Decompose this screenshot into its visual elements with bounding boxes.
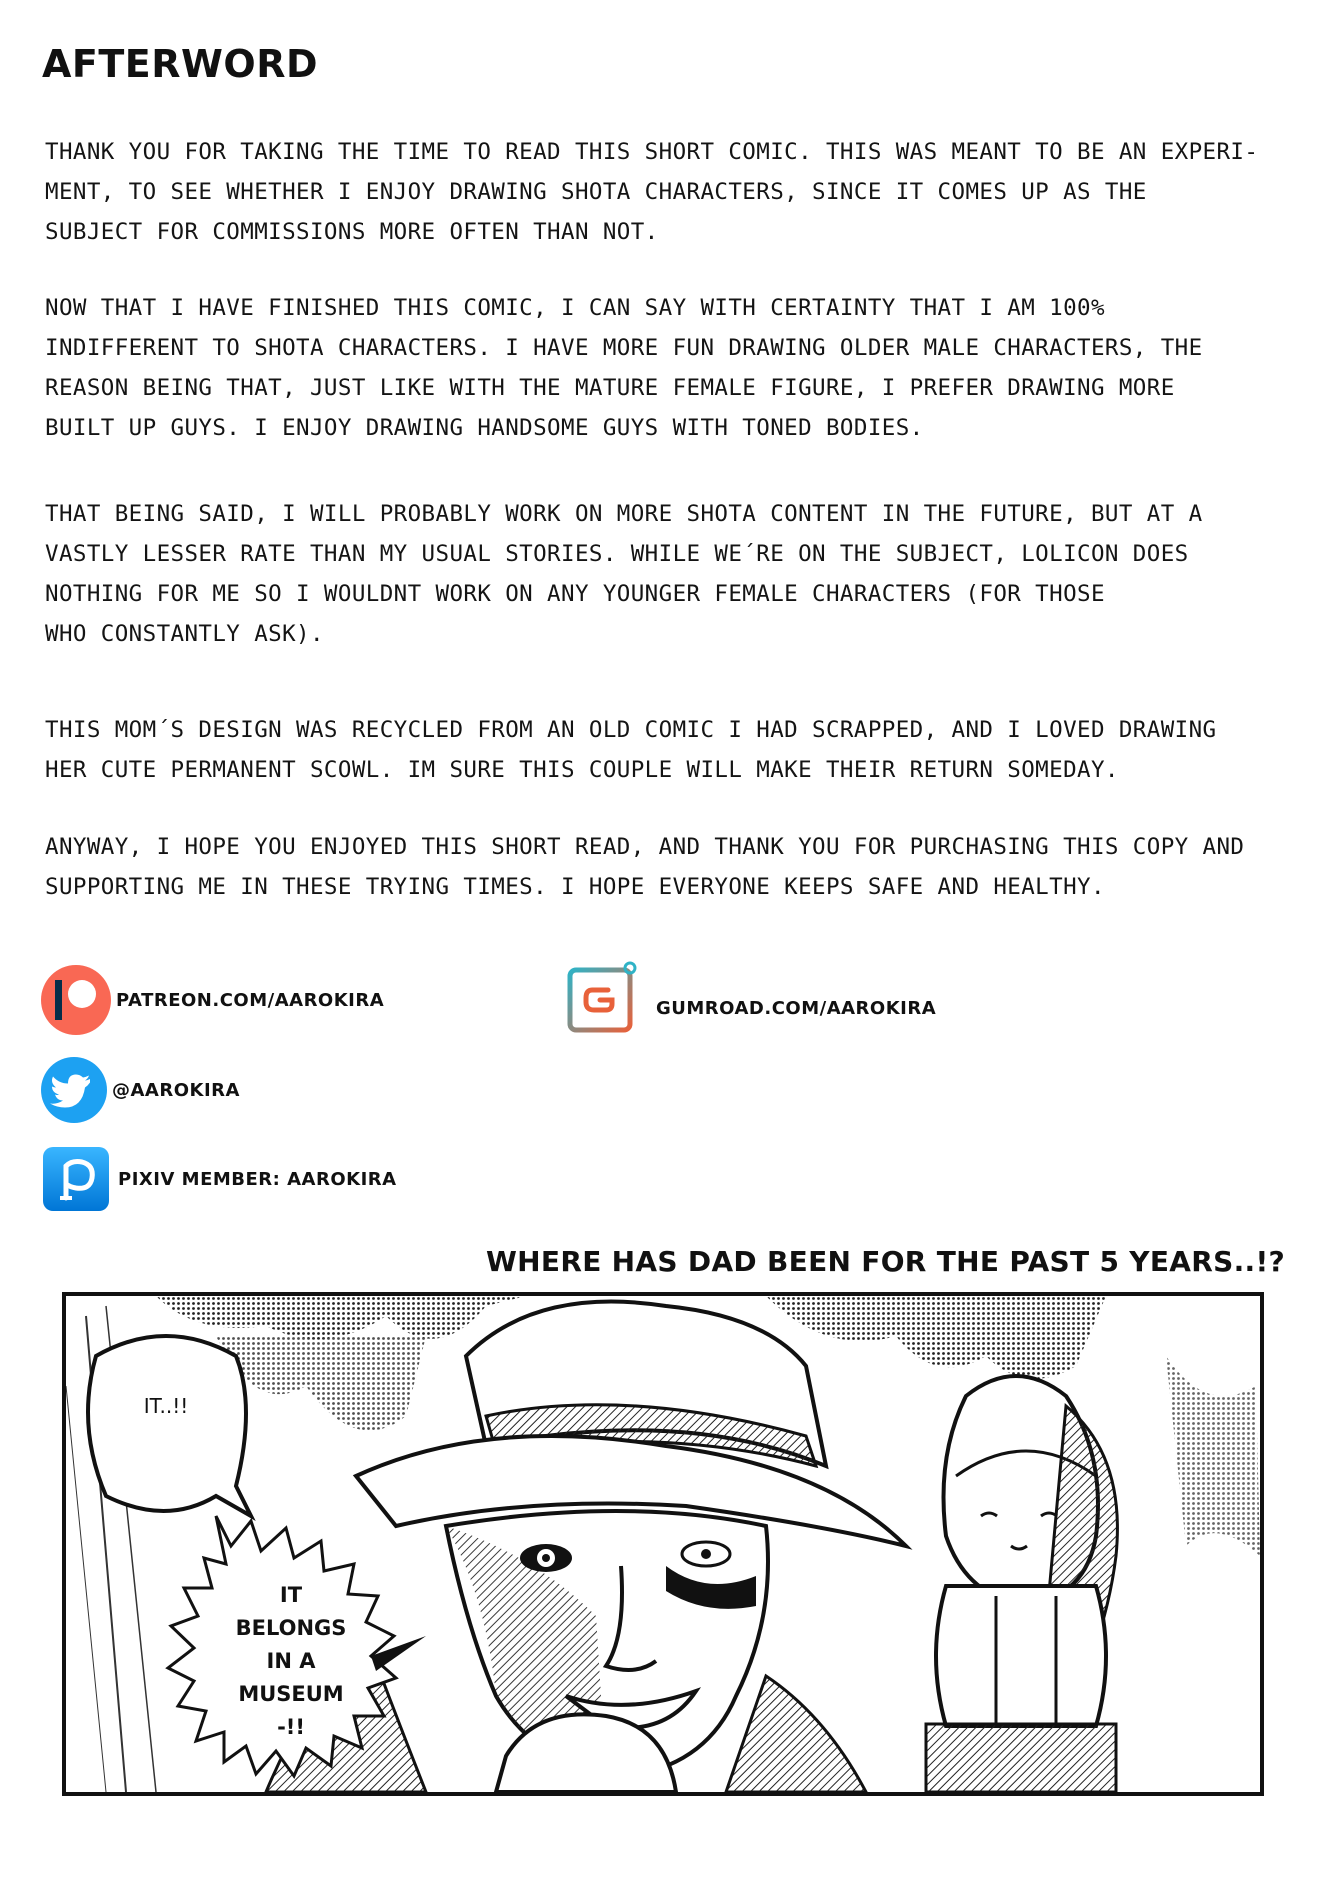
patreon-icon	[40, 964, 112, 1036]
paragraph-4: THIS MOM´S DESIGN WAS RECYCLED FROM AN OLD COMIC I HAD SCRAPPED, AND I LOVED DRAWING HER CUTE PERMANENT SCOWL. IM SURE THIS COUPLE WILL MAKE THEIR RETURN SOMEDAY.	[45, 717, 1217, 783]
twitter-label: @AAROKIRA	[112, 1079, 240, 1101]
speech-bubble-burst: IT BELONGS IN A MUSEUM -!!	[235, 1583, 347, 1739]
comic-panel	[62, 1292, 1264, 1796]
speech-bubble-small: IT..!!	[143, 1394, 189, 1418]
twitter-link[interactable]	[40, 1056, 240, 1124]
pixiv-link[interactable]	[42, 1146, 397, 1212]
paragraph-2: NOW THAT I HAVE FINISHED THIS COMIC, I CAN SAY WITH CERTAINTY THAT I AM 100% INDIFFERENT TO SHOTA CHARACTERS. I HAVE MORE FUN DRAWING OLDER MALE CHARACTERS, THE REASON BEING THAT, JUST LIKE WITH THE MATURE FEMALE FIGURE, I PREFER DRAWING MORE BUILT UP GUYS. I ENJOY DRAWING HANDSOME GUYS WITH TONED BODIES.	[45, 295, 1203, 441]
paragraph-3: THAT BEING SAID, I WILL PROBABLY WORK ON MORE SHOTA CONTENT IN THE FUTURE, BUT AT A VASTLY LESSER RATE THAN MY USUAL STORIES. WHILE WE´RE ON THE SUBJECT, LOLICON DOES NOTHING FOR ME SO I WOULDNT WORK ON ANY YOUNGER FEMALE CHARACTERS (FOR THOSE WHO CONSTANTLY ASK).	[45, 501, 1203, 647]
page-title: AFTERWORD	[42, 42, 319, 86]
comic-strip-title: WHERE HAS DAD BEEN FOR THE PAST 5 YEARS..!?	[486, 1245, 1286, 1278]
paragraph-5: ANYWAY, I HOPE YOU ENJOYED THIS SHORT READ, AND THANK YOU FOR PURCHASING THIS COPY AND SUPPORTING ME IN THESE TRYING TIMES. I HOPE EVERYONE KEEPS SAFE AND HEALTHY.	[45, 834, 1245, 900]
patreon-link[interactable]	[40, 964, 384, 1036]
pixiv-label: PIXIV MEMBER: AAROKIRA	[118, 1168, 397, 1190]
gumroad-icon	[566, 960, 642, 1036]
patreon-label: PATREON.COM/AAROKIRA	[116, 989, 385, 1011]
twitter-icon	[40, 1056, 108, 1124]
gumroad-link[interactable]	[566, 960, 936, 1036]
gumroad-label: GUMROAD.COM/AAROKIRA	[656, 997, 937, 1019]
pixiv-icon	[42, 1146, 110, 1212]
paragraph-1: THANK YOU FOR TAKING THE TIME TO READ THIS SHORT COMIC. THIS WAS MEANT TO BE AN EXPERI- MENT, TO SEE WHETHER I ENJOY DRAWING SHOTA CHARACTERS, SINCE IT COMES UP AS THE SUBJECT FOR COMMISSIONS MORE OFTEN THAN NOT.	[45, 139, 1259, 245]
